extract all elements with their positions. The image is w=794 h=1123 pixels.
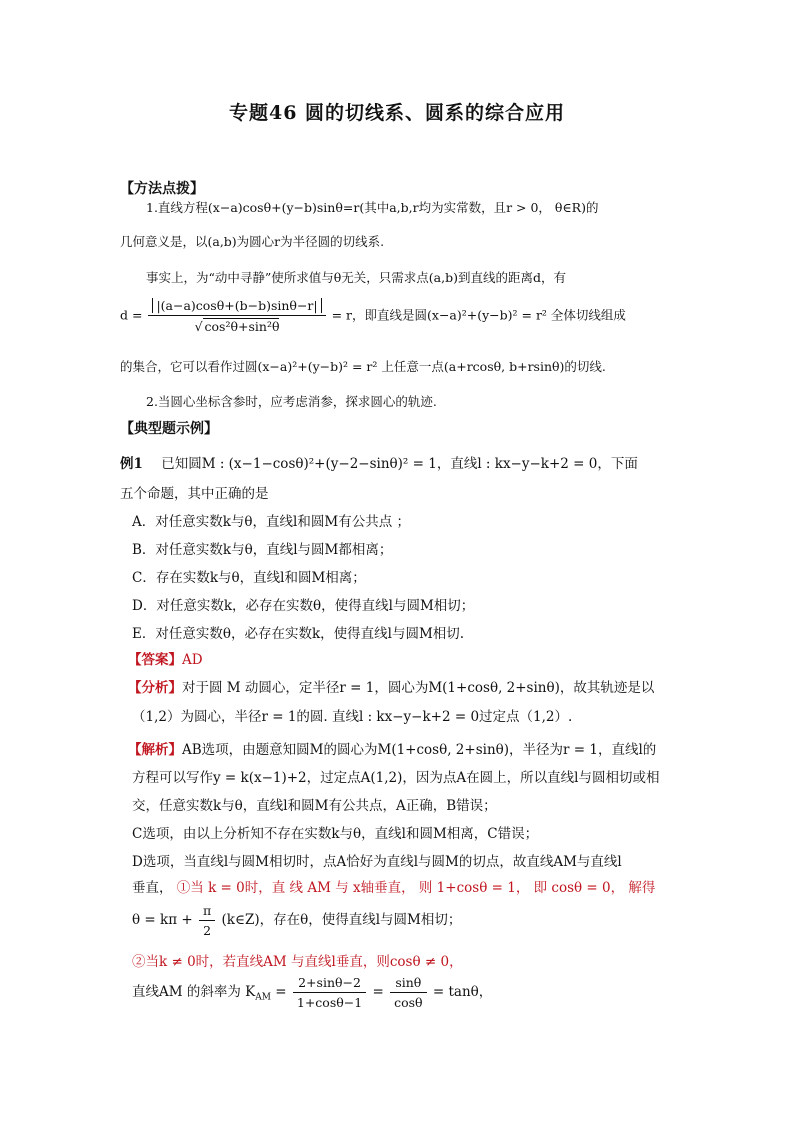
answer-label: 【答案】: [128, 652, 182, 668]
fraction-denominator: 2: [203, 923, 212, 938]
fraction-denominator: 1+cosθ−1: [296, 995, 363, 1010]
method-paragraph-1-cont: 几何意义是，以(a,b)为圆心r为半径圆的切线系.: [120, 234, 385, 249]
option-a: A．对任意实数k与θ，直线l和圆M有公共点 ；: [132, 514, 410, 530]
option-e: E．对任意实数θ，必存在实数k，使得直线l与圆M相切.: [132, 626, 465, 642]
answer-line: [128, 648, 203, 668]
fraction-denominator: cosθ: [394, 995, 423, 1010]
solution-line-1: [128, 738, 656, 758]
formula-lhs: d =: [120, 307, 143, 323]
example-stem: [120, 452, 638, 472]
solution-line-4: C选项，由以上分析知不存在实数k与θ，直线l和圆M相离，C错误；: [132, 826, 539, 842]
solution-line-5: D选项，当直线l与圆M相切时，点A恰好为直线l与圆M的切点，故直线AM与直线l: [132, 854, 622, 870]
distance-fraction: [148, 298, 325, 334]
solution-line-7: [132, 903, 461, 938]
method-paragraph-3: 2.当圆心坐标含参时，应考虑消参，探求圆心的轨迹.: [146, 394, 437, 409]
method-paragraph-2-cont: 的集合，它可以看作过圆(x−a)²+(y−b)² = r² 上任意一点(a+rcosθ, b+rsinθ)的切线.: [120, 359, 606, 374]
solution-line-8: [132, 950, 463, 970]
solution-line-3: 交，任意实数k与θ，直线l和圆M有公共点，A正确，B错误；: [132, 798, 497, 814]
example-label: 例1: [120, 456, 143, 472]
section-heading-method: 【方法点拨】: [120, 181, 204, 197]
solution-text-6b: ①当 k = 0时，直 线 AM 与 x轴垂直， 则 1+cosθ = 1， 即 cosθ = 0， 解得: [176, 880, 656, 896]
solution-line-9: [132, 975, 492, 1010]
solution-line-6: [132, 876, 655, 896]
sqrt-expression: cos²θ+sin²θ: [204, 319, 280, 334]
pi-over-two-fraction: [199, 903, 215, 938]
equals-sign: =: [372, 984, 384, 1000]
fraction-numerator: sinθ: [390, 975, 426, 993]
solution-line-2: 方程可以写作y = k(x−1)+2，过定点A(1,2)，因为点A在圆上，所以直线l与圆相切或相: [132, 770, 660, 786]
analysis-label: 【分析】: [128, 680, 182, 696]
formula-rhs: = r，即直线是圆(x−a)²+(y−b)² = r² 全体切线组成: [331, 307, 626, 323]
solution-label: 【解析】: [128, 742, 182, 758]
abs-expression: |(a−a)cosθ+(b−b)sinθ−r|: [152, 298, 321, 313]
solution-text-7b: (k∈Z)，存在θ，使得直线l与圆M相切；: [221, 912, 462, 928]
distance-formula: [120, 298, 626, 334]
solution-text-7a: θ = kπ +: [132, 912, 193, 928]
slope-subscript: AM: [255, 992, 271, 1003]
fraction-denominator: √ cos²θ+sin²θ: [194, 319, 280, 334]
analysis-text: 对于圆 M 动圆心，定半径r = 1，圆心为M(1+cosθ, 2+sinθ)，故其轨迹是以: [182, 680, 655, 696]
slope-fraction-1: [293, 975, 366, 1010]
section-heading-examples: 【典型题示例】: [120, 421, 218, 437]
page-title: 专题46 圆的切线系、圆系的综合应用: [228, 102, 566, 124]
option-d: D．对任意实数k，必存在实数θ，使得直线l与圆M相切；: [132, 598, 475, 614]
slope-fraction-2: [390, 975, 426, 1010]
answer-value: AD: [182, 652, 203, 668]
example-stem-cont: 五个命题，其中正确的是: [120, 486, 269, 502]
analysis-line-cont: （1,2）为圆心，半径r = 1的圆. 直线l : kx−y−k+2 = 0过定点（1,2）.: [132, 709, 573, 725]
solution-text-1: AB选项，由题意知圆M的圆心为M(1+cosθ, 2+sinθ)，半径为r = 1，直线l的: [182, 742, 657, 758]
fraction-numerator: [148, 298, 325, 316]
option-b: B．对任意实数k与θ，直线l与圆M都相离；: [132, 542, 393, 558]
method-paragraph-2: 事实上，为“动中寻静”使所求值与θ无关，只需求点(a,b)到直线的距离d，有: [146, 270, 566, 285]
solution-text-9a: 直线AM 的斜率为 K: [132, 984, 256, 1000]
option-c: C．存在实数k与θ，直线l和圆M相离；: [132, 570, 366, 586]
solution-text-6a: 垂直，: [132, 880, 173, 896]
equals-sign: =: [275, 984, 287, 1000]
fraction-numerator: π: [199, 903, 215, 921]
example-stem-text: 已知圆M : (x−1−cosθ)²+(y−2−sinθ)² = 1，直线l : kx−y−k+2 = 0，下面: [161, 456, 638, 472]
solution-text-9b: = tanθ，: [432, 984, 493, 1000]
analysis-line: [128, 676, 654, 696]
fraction-numerator: 2+sinθ−2: [293, 975, 366, 993]
solution-text-8: ②当k ≠ 0时，若直线AM 与直线l垂直，则cosθ ≠ 0，: [132, 954, 463, 970]
method-paragraph-1: 1.直线方程(x−a)cosθ+(y−b)sinθ=r(其中a,b,r均为实常数，且r > 0， θ∈R)的: [146, 200, 599, 215]
